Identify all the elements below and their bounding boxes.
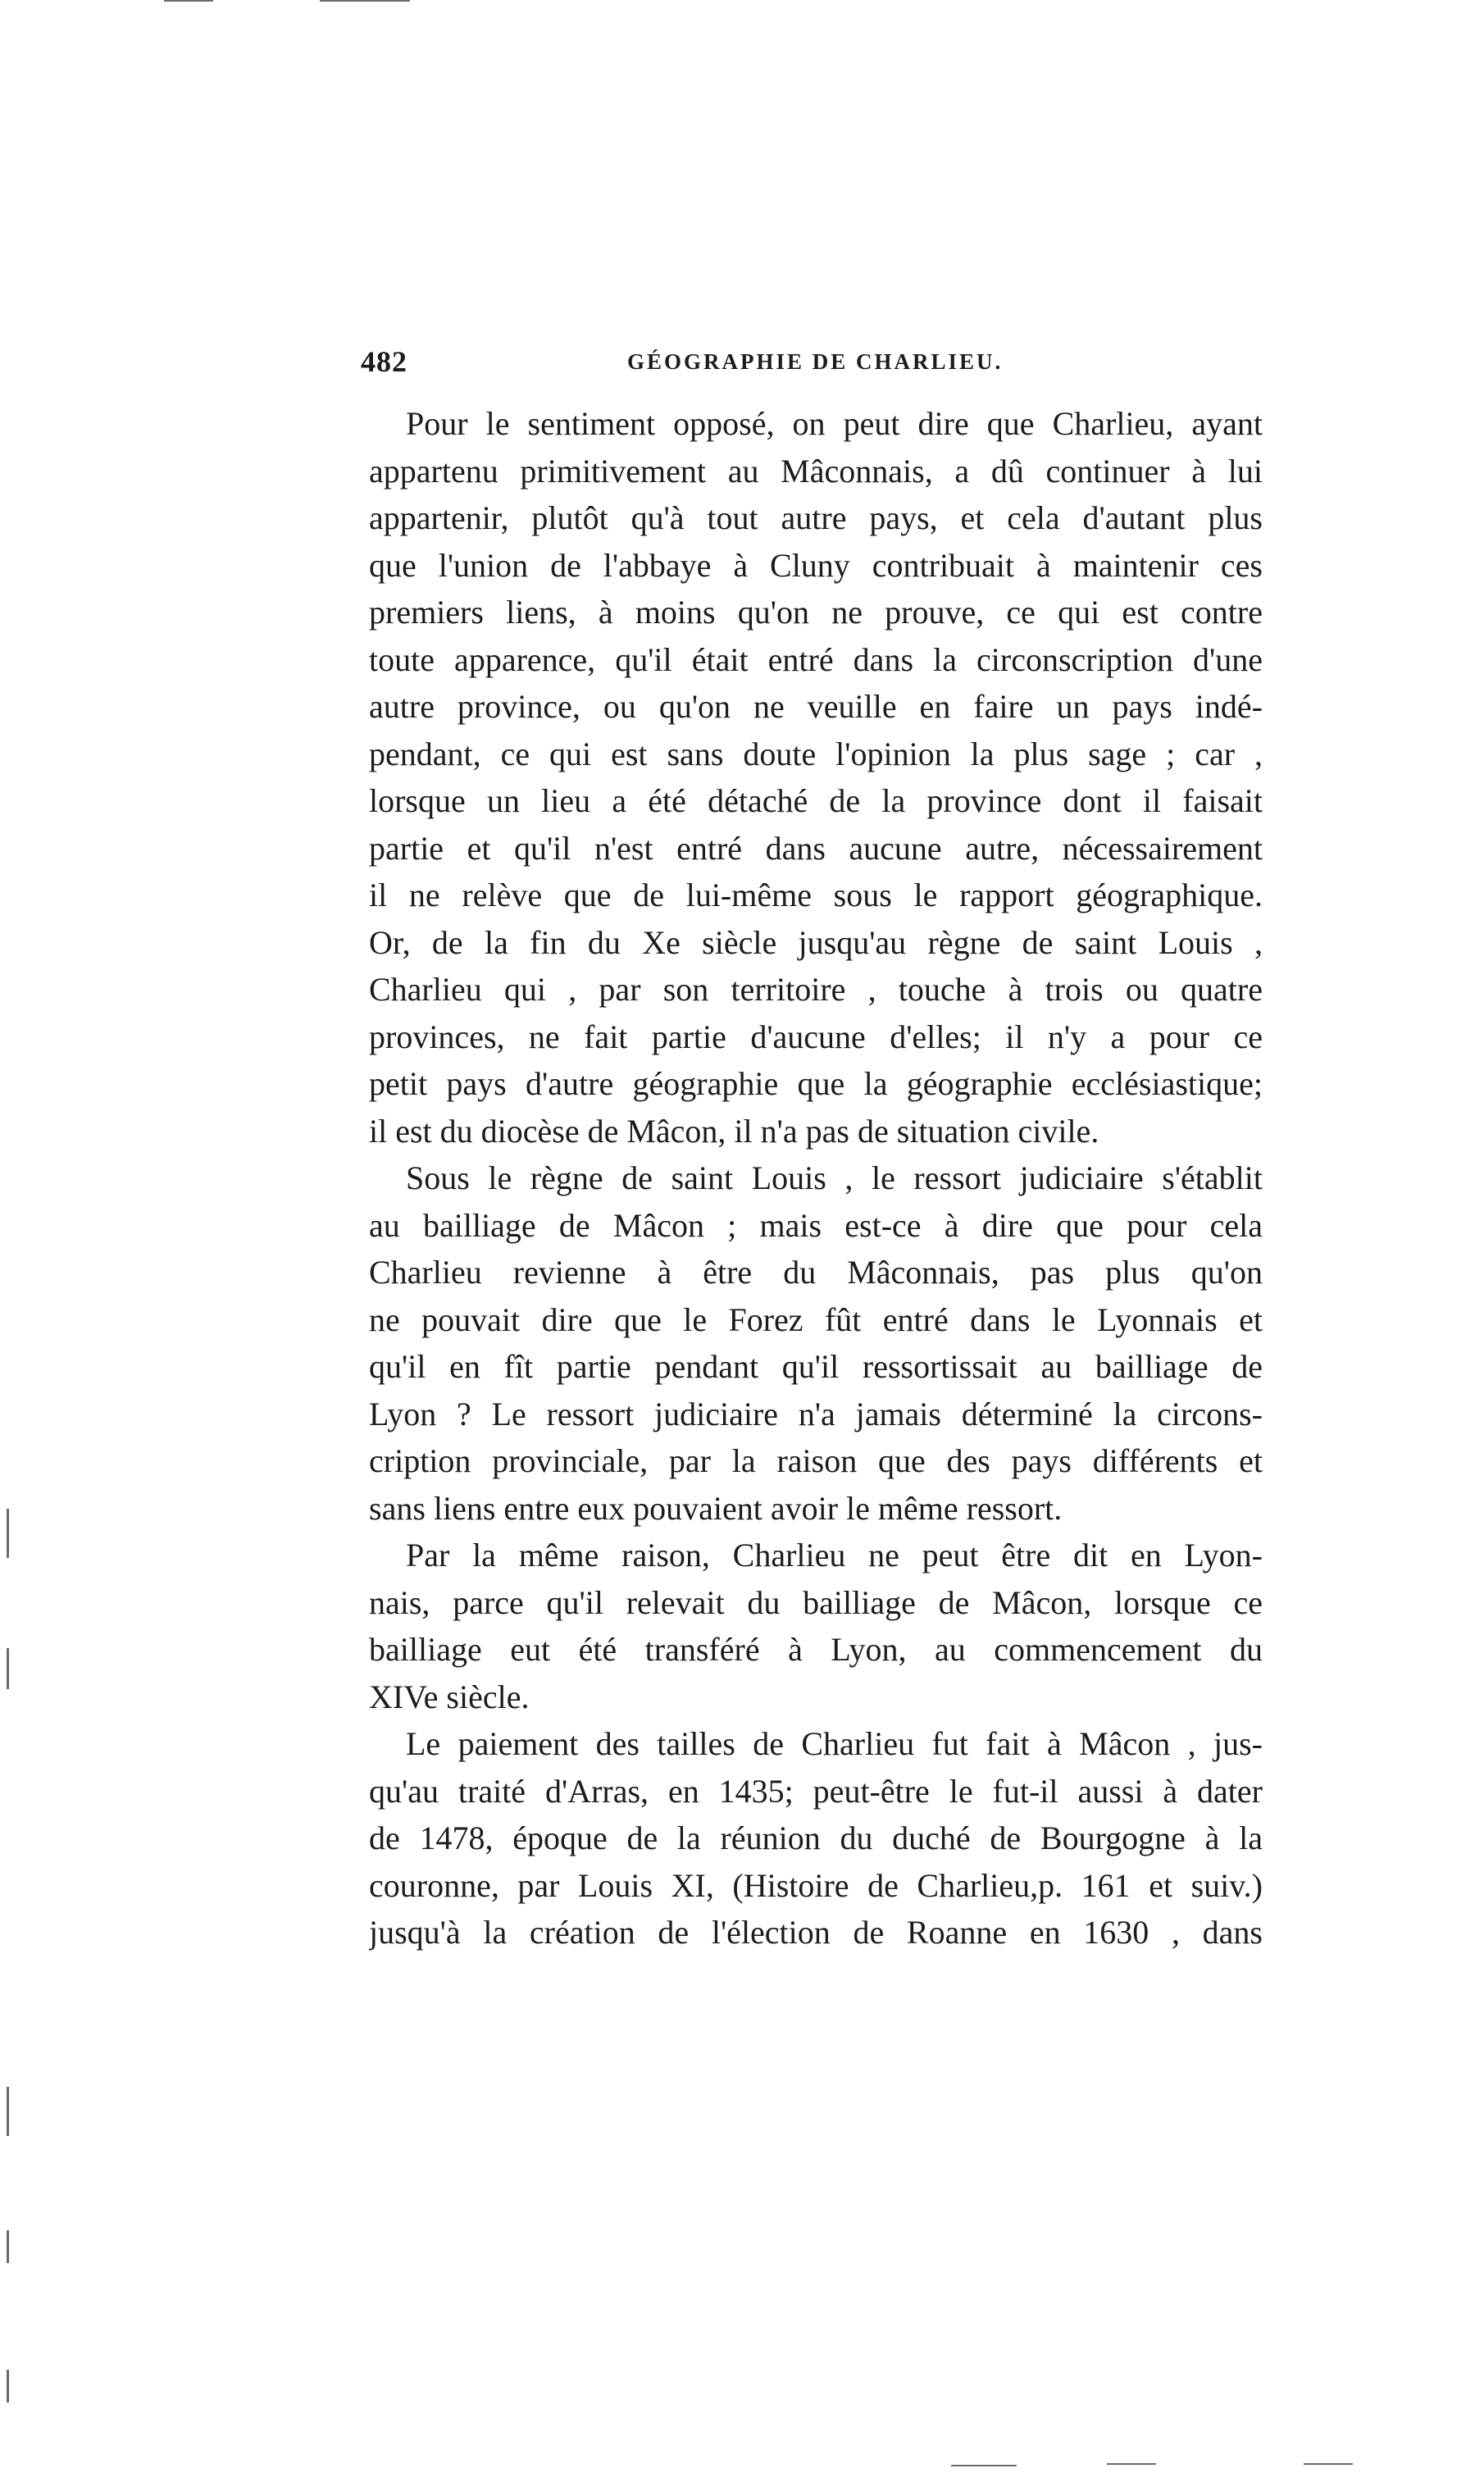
text-line: Lyon ? Le ressort judiciaire n'a jamais déterminé la circons- [369,1395,1263,1432]
text-line: pendant, ce qui est sans doute l'opinion la plus sage ; car , [369,735,1263,772]
text-line: Or, de la fin du Xe siècle jusqu'au règne de saint Louis , [369,923,1263,961]
scan-artifact [164,0,213,2]
text-line: de 1478, époque de la réunion du duché de Bourgogne à la [369,1819,1263,1856]
text-line: cription provinciale, par la raison que des pays différents et [369,1442,1263,1479]
scan-artifact [7,2370,9,2402]
text-line: il est du diocèse de Mâcon, il n'a pas de situation civile. [369,1112,1099,1150]
text-line: bailliage eut été transféré à Lyon, au commencement du [369,1631,1263,1668]
scan-artifact [1304,2463,1353,2465]
text-line: Pour le sentiment opposé, on peut dire que Charlieu, ayant [406,405,1263,442]
paragraph-1 [369,400,1263,1155]
text-line: que l'union de l'abbaye à Cluny contribuait à maintenir ces [369,546,1263,584]
text-line: provinces, ne fait partie d'aucune d'elles; il n'y a pour ce [369,1018,1263,1055]
text-line: appartenu primitivement au Mâconnais, a dû continuer à lui [369,452,1263,490]
scan-artifact [7,1509,9,1558]
text-line: Sous le règne de saint Louis , le ressort judiciaire s'établit [406,1159,1263,1196]
scan-artifact [7,2230,9,2263]
text-line: Charlieu qui , par son territoire , touche à trois ou quatre [369,971,1263,1008]
text-line: au bailliage de Mâcon ; mais est-ce à dire que pour cela [369,1206,1263,1244]
text-line: appartenir, plutôt qu'à tout autre pays, et cela d'autant plus [369,499,1263,536]
page-number: 482 [361,345,407,378]
scan-artifact [1107,2463,1156,2465]
paragraph-3 [369,1532,1263,1720]
running-head [361,344,1287,385]
text-line: toute apparence, qu'il était entré dans la circonscription d'une [369,640,1263,678]
text-line: Le paiement des tailles de Charlieu fut fait à Mâcon , jus- [406,1725,1263,1762]
text-line: autre province, ou qu'on ne veuille en faire un pays indé- [369,688,1263,725]
text-line: XIVe siècle. [369,1678,530,1715]
text-line: premiers liens, à moins qu'on ne prouve, ce qui est contre [369,594,1263,631]
text-line: lorsque un lieu a été détaché de la province dont il faisait [369,782,1263,819]
paragraph-2 [369,1155,1263,1532]
text-line: jusqu'à la création de l'élection de Roanne en 1630 , dans [369,1914,1263,1951]
text-line: Charlieu revienne à être du Mâconnais, pas plus qu'on [369,1254,1263,1291]
text-line: ne pouvait dire que le Forez fût entré dans le Lyonnais et [369,1300,1263,1338]
text-line: partie et qu'il n'est entré dans aucune autre, nécessairement [369,829,1263,867]
scan-artifact [7,2087,9,2136]
scan-artifact [951,2465,1017,2466]
scan-artifact [320,0,410,2]
text-line: Par la même raison, Charlieu ne peut être dit en Lyon- [406,1537,1263,1574]
scan-artifact [7,1648,9,1689]
text-line: petit pays d'autre géographie que la géographie ecclésiastique; [369,1065,1263,1102]
text-line: sans liens entre eux pouvaient avoir le même ressort. [369,1489,1063,1527]
body-text [369,400,1263,1956]
running-title: GÉOGRAPHIE DE CHARLIEU. [627,349,1004,374]
text-line: qu'au traité d'Arras, en 1435; peut-être le fut-il aussi à dater [369,1772,1263,1810]
text-line: il ne relève que de lui-même sous le rapport géographique. [369,877,1263,913]
paragraph-4 [369,1720,1263,1956]
text-line: qu'il en fît partie pendant qu'il ressortissait au bailliage de [369,1348,1263,1385]
text-line: nais, parce qu'il relevait du bailliage de Mâcon, lorsque ce [369,1583,1263,1621]
text-line: couronne, par Louis XI, (Histoire de Charlieu,p. 161 et suiv.) [369,1866,1263,1904]
